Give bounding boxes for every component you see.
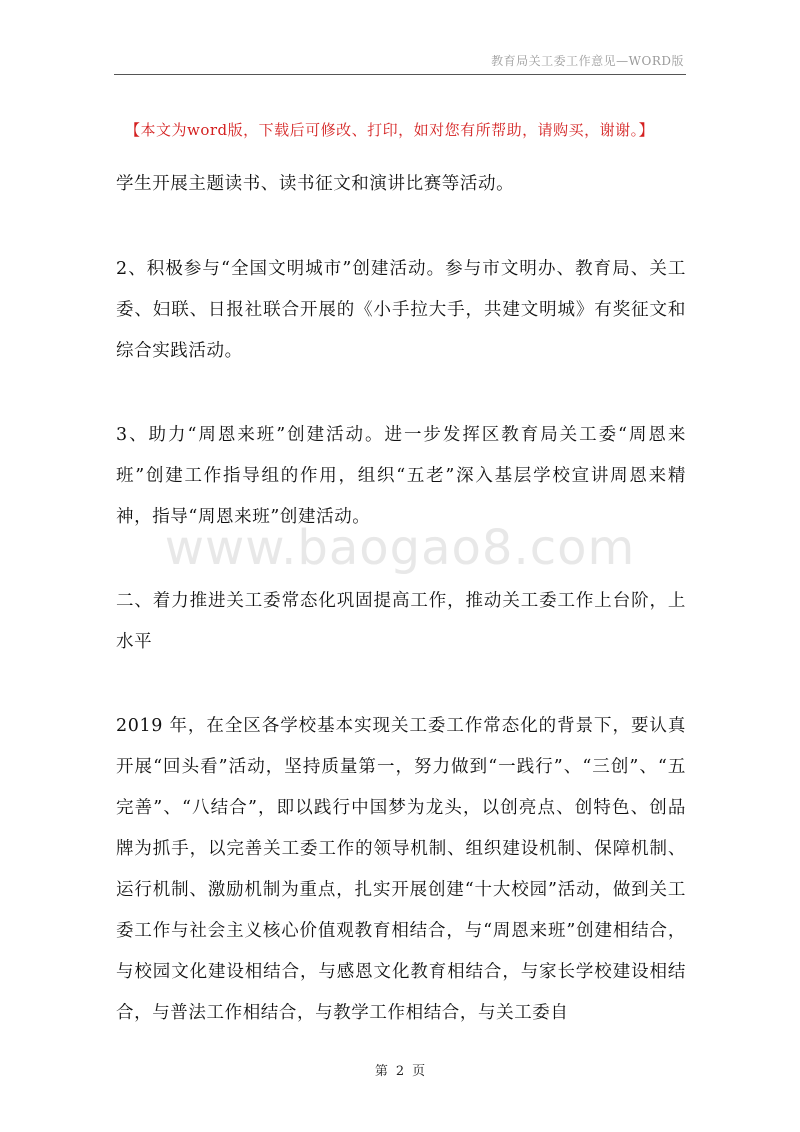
section-heading-2: 二、着力推进关工委常态化巩固提高工作，推动关工委工作上台阶，上水平 (116, 591, 686, 652)
watermark: www.baogao8.com (164, 520, 636, 576)
paragraph-4: 2019 年，在全区各学校基本实现关工委工作常态化的背景下，要认真开展“回头看”活动，坚持质量第一，努力做到“一践行”、“三创”、“五完善”、“八结合”，即以践行中国梦为龙头，以创亮点、创特色、创品牌为抓手，以完善关工委工作的领导机制、组织建设机制、保障机制、运行机制、激励机制为重点，扎实开展创建“十大校园”活动，做到关工委工作与社会主义核心价值观教育相结合，与“周恩来班”创建相结合，与校园文化建设相结合，与感恩文化教育相结合，与家长学校建设相结合，与普法工作相结合，与教学工作相结合，与关工委自 (116, 716, 686, 1023)
footer-prefix: 第 (374, 1064, 388, 1079)
footer-suffix: 页 (412, 1064, 426, 1079)
header-divider (114, 74, 686, 75)
purchase-notice: 【本文为word版，下载后可修改、打印，如对您有所帮助，请购买，谢谢。】 (125, 121, 655, 139)
header-title: 教育局关工委工作意见—WORD版 (491, 54, 684, 68)
paragraph-3: 3、助力“周恩来班”创建活动。进一步发挥区教育局关工委“周恩来班”创建工作指导组的作用，组织“五老”深入基层学校宣讲周恩来精神，指导“周恩来班”创建活动。 (116, 425, 686, 527)
page-number: 2 (395, 1064, 405, 1079)
paragraph-2: 2、积极参与“全国文明城市”创建活动。参与市文明办、教育局、关工委、妇联、日报社联合开展的《小手拉大手，共建文明城》有奖征文和综合实践活动。 (116, 259, 686, 361)
page-footer (0, 1060, 800, 1079)
paragraph-1: 学生开展主题读书、读书征文和演讲比赛等活动。 (116, 174, 515, 194)
